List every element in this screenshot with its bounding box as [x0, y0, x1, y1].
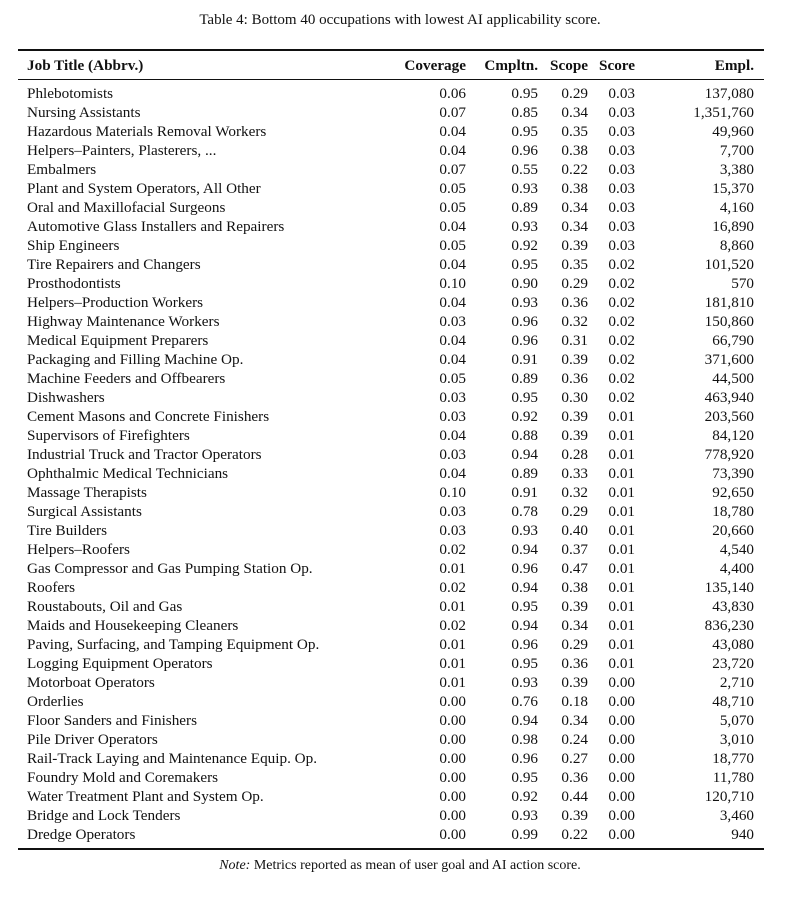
cell-empl: 2,710: [719, 674, 754, 691]
cell-scope: 0.29: [561, 275, 588, 292]
cell-scope: 0.22: [561, 161, 588, 178]
cell-cmpltn: 0.95: [511, 769, 538, 786]
table-header: [18, 50, 764, 80]
table-row: [18, 407, 764, 426]
cell-coverage: 0.04: [439, 256, 466, 273]
cell-cmpltn: 0.93: [511, 180, 538, 197]
cell-job-title: Packaging and Filling Machine Op.: [27, 351, 244, 368]
cell-cmpltn: 0.93: [511, 674, 538, 691]
cell-empl: 203,560: [704, 408, 754, 425]
cell-scope: 0.39: [561, 237, 588, 254]
occupations-table-container: [18, 49, 764, 850]
cell-scope: 0.33: [561, 465, 588, 482]
cell-cmpltn: 0.94: [511, 446, 538, 463]
table-row: [18, 80, 764, 104]
table-body: [18, 80, 764, 850]
table-row: [18, 388, 764, 407]
cell-scope: 0.29: [561, 636, 588, 653]
cell-job-title: Helpers–Painters, Plasterers, ...: [27, 142, 217, 159]
table-row: [18, 122, 764, 141]
header-cmpltn: Cmpltn.: [484, 57, 538, 74]
table-row: [18, 673, 764, 692]
table-row: [18, 312, 764, 331]
cell-scope: 0.34: [561, 712, 588, 729]
cell-scope: 0.40: [561, 522, 588, 539]
cell-cmpltn: 0.94: [511, 541, 538, 558]
cell-scope: 0.34: [561, 104, 588, 121]
cell-scope: 0.37: [561, 541, 588, 558]
cell-score: 0.03: [608, 237, 635, 254]
cell-coverage: 0.00: [439, 712, 466, 729]
cell-score: 0.01: [608, 503, 635, 520]
cell-score: 0.01: [608, 560, 635, 577]
cell-cmpltn: 0.93: [511, 522, 538, 539]
cell-cmpltn: 0.96: [511, 560, 538, 577]
table-row: [18, 749, 764, 768]
cell-scope: 0.27: [561, 750, 588, 767]
cell-job-title: Roofers: [27, 579, 76, 596]
cell-scope: 0.35: [561, 256, 588, 273]
cell-scope: 0.35: [561, 123, 588, 140]
cell-score: 0.01: [608, 484, 635, 501]
cell-cmpltn: 0.95: [511, 598, 538, 615]
cell-empl: 23,720: [712, 655, 754, 672]
cell-job-title: Maids and Housekeeping Cleaners: [27, 617, 239, 634]
cell-coverage: 0.04: [439, 332, 466, 349]
cell-coverage: 0.10: [439, 275, 466, 292]
cell-score: 0.03: [608, 104, 635, 121]
cell-scope: 0.39: [561, 427, 588, 444]
cell-scope: 0.44: [561, 788, 588, 805]
cell-cmpltn: 0.92: [511, 408, 538, 425]
cell-job-title: Cement Masons and Concrete Finishers: [27, 408, 270, 425]
cell-scope: 0.22: [561, 826, 588, 843]
cell-empl: 20,660: [712, 522, 754, 539]
table-row: [18, 141, 764, 160]
cell-coverage: 0.10: [439, 484, 466, 501]
cell-cmpltn: 0.95: [511, 123, 538, 140]
cell-coverage: 0.03: [439, 389, 466, 406]
cell-empl: 4,400: [719, 560, 754, 577]
header-job-title: Job Title (Abbrv.): [27, 57, 144, 74]
cell-cmpltn: 0.95: [511, 85, 538, 102]
cell-scope: 0.29: [561, 85, 588, 102]
table-row: [18, 274, 764, 293]
cell-job-title: Prosthodontists: [27, 275, 121, 292]
table-row: [18, 198, 764, 217]
cell-cmpltn: 0.89: [511, 199, 538, 216]
cell-job-title: Hazardous Materials Removal Workers: [27, 123, 267, 140]
cell-score: 0.03: [608, 161, 635, 178]
cell-coverage: 0.04: [439, 294, 466, 311]
cell-score: 0.02: [608, 294, 635, 311]
cell-cmpltn: 0.85: [511, 104, 538, 121]
cell-empl: 1,351,760: [693, 104, 754, 121]
cell-empl: 463,940: [704, 389, 754, 406]
cell-empl: 18,780: [712, 503, 754, 520]
cell-cmpltn: 0.88: [511, 427, 538, 444]
cell-job-title: Water Treatment Plant and System Op.: [27, 788, 264, 805]
cell-job-title: Orderlies: [27, 693, 84, 710]
table-row: [18, 293, 764, 312]
cell-empl: 135,140: [704, 579, 754, 596]
table-row: [18, 369, 764, 388]
cell-score: 0.02: [608, 332, 635, 349]
table-row: [18, 825, 764, 849]
cell-coverage: 0.05: [439, 199, 466, 216]
cell-score: 0.01: [608, 655, 635, 672]
cell-empl: 3,010: [719, 731, 754, 748]
cell-empl: 15,370: [712, 180, 754, 197]
table-row: [18, 236, 764, 255]
cell-job-title: Ship Engineers: [27, 237, 120, 254]
cell-coverage: 0.03: [439, 313, 466, 330]
cell-scope: 0.34: [561, 218, 588, 235]
cell-score: 0.01: [608, 541, 635, 558]
cell-score: 0.00: [608, 807, 635, 824]
cell-coverage: 0.00: [439, 750, 466, 767]
cell-job-title: Dishwashers: [27, 389, 105, 406]
cell-score: 0.03: [608, 218, 635, 235]
cell-coverage: 0.03: [439, 408, 466, 425]
table-row: [18, 445, 764, 464]
cell-cmpltn: 0.89: [511, 465, 538, 482]
cell-score: 0.00: [608, 788, 635, 805]
cell-job-title: Pile Driver Operators: [27, 731, 158, 748]
cell-cmpltn: 0.94: [511, 712, 538, 729]
cell-scope: 0.32: [561, 313, 588, 330]
cell-empl: 7,700: [719, 142, 754, 159]
cell-score: 0.00: [608, 826, 635, 843]
cell-job-title: Ophthalmic Medical Technicians: [27, 465, 229, 482]
cell-coverage: 0.00: [439, 731, 466, 748]
cell-empl: 4,160: [719, 199, 754, 216]
cell-job-title: Oral and Maxillofacial Surgeons: [27, 199, 226, 216]
cell-cmpltn: 0.96: [511, 332, 538, 349]
cell-empl: 43,080: [712, 636, 754, 653]
cell-score: 0.01: [608, 522, 635, 539]
cell-job-title: Automotive Glass Installers and Repairers: [27, 218, 285, 235]
header-score: Score: [599, 57, 635, 74]
cell-job-title: Dredge Operators: [27, 826, 136, 843]
table-row: [18, 483, 764, 502]
cell-cmpltn: 0.78: [511, 503, 538, 520]
cell-scope: 0.39: [561, 598, 588, 615]
cell-scope: 0.39: [561, 807, 588, 824]
table-row: [18, 635, 764, 654]
cell-cmpltn: 0.98: [511, 731, 538, 748]
cell-score: 0.02: [608, 370, 635, 387]
header-scope: Scope: [550, 57, 588, 74]
cell-coverage: 0.06: [439, 85, 466, 102]
cell-job-title: Motorboat Operators: [27, 674, 155, 691]
cell-score: 0.02: [608, 275, 635, 292]
cell-coverage: 0.00: [439, 693, 466, 710]
cell-cmpltn: 0.95: [511, 256, 538, 273]
cell-coverage: 0.03: [439, 522, 466, 539]
cell-job-title: Bridge and Lock Tenders: [27, 807, 181, 824]
cell-coverage: 0.04: [439, 351, 466, 368]
cell-job-title: Paving, Surfacing, and Tamping Equipment Op.: [27, 636, 320, 653]
cell-job-title: Foundry Mold and Coremakers: [27, 769, 219, 786]
cell-cmpltn: 0.93: [511, 218, 538, 235]
cell-score: 0.00: [608, 750, 635, 767]
table-row: [18, 692, 764, 711]
cell-cmpltn: 0.93: [511, 294, 538, 311]
cell-scope: 0.38: [561, 180, 588, 197]
cell-coverage: 0.00: [439, 807, 466, 824]
cell-scope: 0.36: [561, 655, 588, 672]
cell-score: 0.00: [608, 693, 635, 710]
cell-empl: 8,860: [719, 237, 754, 254]
cell-scope: 0.39: [561, 408, 588, 425]
cell-empl: 836,230: [704, 617, 754, 634]
cell-job-title: Machine Feeders and Offbearers: [27, 370, 226, 387]
cell-scope: 0.18: [561, 693, 588, 710]
cell-score: 0.01: [608, 427, 635, 444]
cell-score: 0.03: [608, 123, 635, 140]
cell-empl: 3,460: [719, 807, 754, 824]
cell-coverage: 0.02: [439, 617, 466, 634]
cell-empl: 3,380: [719, 161, 754, 178]
cell-empl: 101,520: [704, 256, 754, 273]
cell-scope: 0.30: [561, 389, 588, 406]
cell-score: 0.00: [608, 674, 635, 691]
table-row: [18, 597, 764, 616]
cell-cmpltn: 0.94: [511, 617, 538, 634]
note-label: Note:: [219, 858, 251, 873]
cell-job-title: Plant and System Operators, All Other: [27, 180, 261, 197]
cell-coverage: 0.04: [439, 123, 466, 140]
cell-job-title: Floor Sanders and Finishers: [27, 712, 198, 729]
cell-score: 0.01: [608, 636, 635, 653]
cell-cmpltn: 0.91: [511, 351, 538, 368]
table-row: [18, 179, 764, 198]
cell-empl: 570: [731, 275, 754, 292]
table-row: [18, 578, 764, 597]
cell-empl: 48,710: [712, 693, 754, 710]
cell-coverage: 0.03: [439, 446, 466, 463]
cell-coverage: 0.04: [439, 218, 466, 235]
cell-cmpltn: 0.96: [511, 750, 538, 767]
cell-coverage: 0.02: [439, 541, 466, 558]
header-coverage: Coverage: [404, 57, 466, 74]
cell-empl: 66,790: [712, 332, 754, 349]
table-row: [18, 711, 764, 730]
cell-scope: 0.39: [561, 674, 588, 691]
cell-job-title: Massage Therapists: [27, 484, 147, 501]
table-row: [18, 616, 764, 635]
cell-score: 0.03: [608, 142, 635, 159]
cell-empl: 16,890: [712, 218, 754, 235]
cell-scope: 0.28: [561, 446, 588, 463]
cell-coverage: 0.01: [439, 674, 466, 691]
cell-coverage: 0.03: [439, 503, 466, 520]
cell-cmpltn: 0.92: [511, 237, 538, 254]
cell-scope: 0.32: [561, 484, 588, 501]
cell-empl: 84,120: [712, 427, 754, 444]
cell-cmpltn: 0.90: [511, 275, 538, 292]
cell-scope: 0.38: [561, 579, 588, 596]
cell-cmpltn: 0.91: [511, 484, 538, 501]
occupations-table: [18, 49, 764, 850]
cell-empl: 4,540: [719, 541, 754, 558]
cell-scope: 0.24: [561, 731, 588, 748]
table-row: [18, 464, 764, 483]
cell-score: 0.01: [608, 408, 635, 425]
table-row: [18, 103, 764, 122]
cell-coverage: 0.00: [439, 826, 466, 843]
table-row: [18, 806, 764, 825]
cell-score: 0.00: [608, 769, 635, 786]
cell-cmpltn: 0.92: [511, 788, 538, 805]
cell-coverage: 0.05: [439, 370, 466, 387]
cell-scope: 0.34: [561, 199, 588, 216]
cell-score: 0.01: [608, 579, 635, 596]
cell-cmpltn: 0.76: [511, 693, 538, 710]
cell-job-title: Highway Maintenance Workers: [27, 313, 220, 330]
cell-empl: 5,070: [719, 712, 754, 729]
cell-cmpltn: 0.93: [511, 807, 538, 824]
cell-job-title: Rail-Track Laying and Maintenance Equip. Op.: [27, 750, 318, 767]
cell-coverage: 0.04: [439, 427, 466, 444]
cell-job-title: Nursing Assistants: [27, 104, 141, 121]
cell-job-title: Industrial Truck and Tractor Operators: [27, 446, 262, 463]
cell-empl: 49,960: [712, 123, 754, 140]
table-row: [18, 654, 764, 673]
cell-cmpltn: 0.96: [511, 313, 538, 330]
cell-score: 0.03: [608, 199, 635, 216]
cell-empl: 43,830: [712, 598, 754, 615]
cell-cmpltn: 0.94: [511, 579, 538, 596]
cell-empl: 120,710: [704, 788, 754, 805]
table-row: [18, 160, 764, 179]
cell-score: 0.02: [608, 351, 635, 368]
cell-empl: 44,500: [712, 370, 754, 387]
cell-score: 0.01: [608, 598, 635, 615]
cell-scope: 0.31: [561, 332, 588, 349]
cell-cmpltn: 0.89: [511, 370, 538, 387]
cell-scope: 0.39: [561, 351, 588, 368]
cell-score: 0.02: [608, 389, 635, 406]
cell-score: 0.01: [608, 617, 635, 634]
cell-coverage: 0.05: [439, 180, 466, 197]
cell-coverage: 0.04: [439, 465, 466, 482]
cell-job-title: Embalmers: [27, 161, 97, 178]
table-row: [18, 540, 764, 559]
cell-coverage: 0.05: [439, 237, 466, 254]
cell-score: 0.00: [608, 731, 635, 748]
cell-job-title: Tire Builders: [27, 522, 108, 539]
cell-scope: 0.47: [561, 560, 588, 577]
header-row: [18, 50, 764, 80]
table-row: [18, 255, 764, 274]
cell-cmpltn: 0.96: [511, 636, 538, 653]
cell-empl: 137,080: [704, 85, 754, 102]
cell-job-title: Logging Equipment Operators: [27, 655, 213, 672]
cell-job-title: Surgical Assistants: [27, 503, 142, 520]
table-row: [18, 787, 764, 806]
table-row: [18, 426, 764, 445]
cell-score: 0.03: [608, 85, 635, 102]
cell-empl: 150,860: [704, 313, 754, 330]
cell-score: 0.03: [608, 180, 635, 197]
cell-empl: 92,650: [712, 484, 754, 501]
table-note: [0, 858, 800, 874]
cell-empl: 371,600: [704, 351, 754, 368]
cell-empl: 18,770: [712, 750, 754, 767]
cell-coverage: 0.07: [439, 161, 466, 178]
cell-empl: 181,810: [704, 294, 754, 311]
table-row: [18, 730, 764, 749]
cell-scope: 0.36: [561, 370, 588, 387]
cell-score: 0.01: [608, 446, 635, 463]
cell-empl: 73,390: [712, 465, 754, 482]
cell-job-title: Phlebotomists: [27, 85, 114, 102]
table-row: [18, 521, 764, 540]
table-caption: Table 4: Bottom 40 occupations with lowest AI applicability score.: [199, 12, 601, 28]
cell-coverage: 0.01: [439, 560, 466, 577]
cell-coverage: 0.00: [439, 788, 466, 805]
cell-job-title: Roustabouts, Oil and Gas: [27, 598, 183, 615]
cell-cmpltn: 0.96: [511, 142, 538, 159]
cell-scope: 0.34: [561, 617, 588, 634]
table-row: [18, 768, 764, 787]
table-row: [18, 217, 764, 236]
cell-score: 0.02: [608, 256, 635, 273]
cell-cmpltn: 0.99: [511, 826, 538, 843]
cell-score: 0.02: [608, 313, 635, 330]
cell-job-title: Supervisors of Firefighters: [27, 427, 190, 444]
cell-empl: 940: [731, 826, 754, 843]
cell-job-title: Helpers–Production Workers: [27, 294, 204, 311]
cell-empl: 778,920: [704, 446, 754, 463]
cell-coverage: 0.01: [439, 598, 466, 615]
cell-scope: 0.36: [561, 769, 588, 786]
cell-cmpltn: 0.55: [511, 161, 538, 178]
table-row: [18, 331, 764, 350]
cell-scope: 0.38: [561, 142, 588, 159]
cell-empl: 11,780: [712, 769, 754, 786]
cell-scope: 0.29: [561, 503, 588, 520]
note-text: Metrics reported as mean of user goal and AI action score.: [250, 858, 581, 873]
cell-score: 0.00: [608, 712, 635, 729]
cell-coverage: 0.07: [439, 104, 466, 121]
cell-job-title: Helpers–Roofers: [27, 541, 130, 558]
cell-job-title: Tire Repairers and Changers: [27, 256, 201, 273]
cell-coverage: 0.02: [439, 579, 466, 596]
cell-cmpltn: 0.95: [511, 655, 538, 672]
cell-coverage: 0.01: [439, 655, 466, 672]
cell-coverage: 0.00: [439, 769, 466, 786]
header-empl: Empl.: [714, 57, 754, 74]
cell-job-title: Medical Equipment Preparers: [27, 332, 209, 349]
table-row: [18, 502, 764, 521]
cell-job-title: Gas Compressor and Gas Pumping Station Op.: [27, 560, 313, 577]
cell-cmpltn: 0.95: [511, 389, 538, 406]
cell-score: 0.01: [608, 465, 635, 482]
table-row: [18, 350, 764, 369]
cell-coverage: 0.01: [439, 636, 466, 653]
cell-coverage: 0.04: [439, 142, 466, 159]
cell-scope: 0.36: [561, 294, 588, 311]
table-row: [18, 559, 764, 578]
